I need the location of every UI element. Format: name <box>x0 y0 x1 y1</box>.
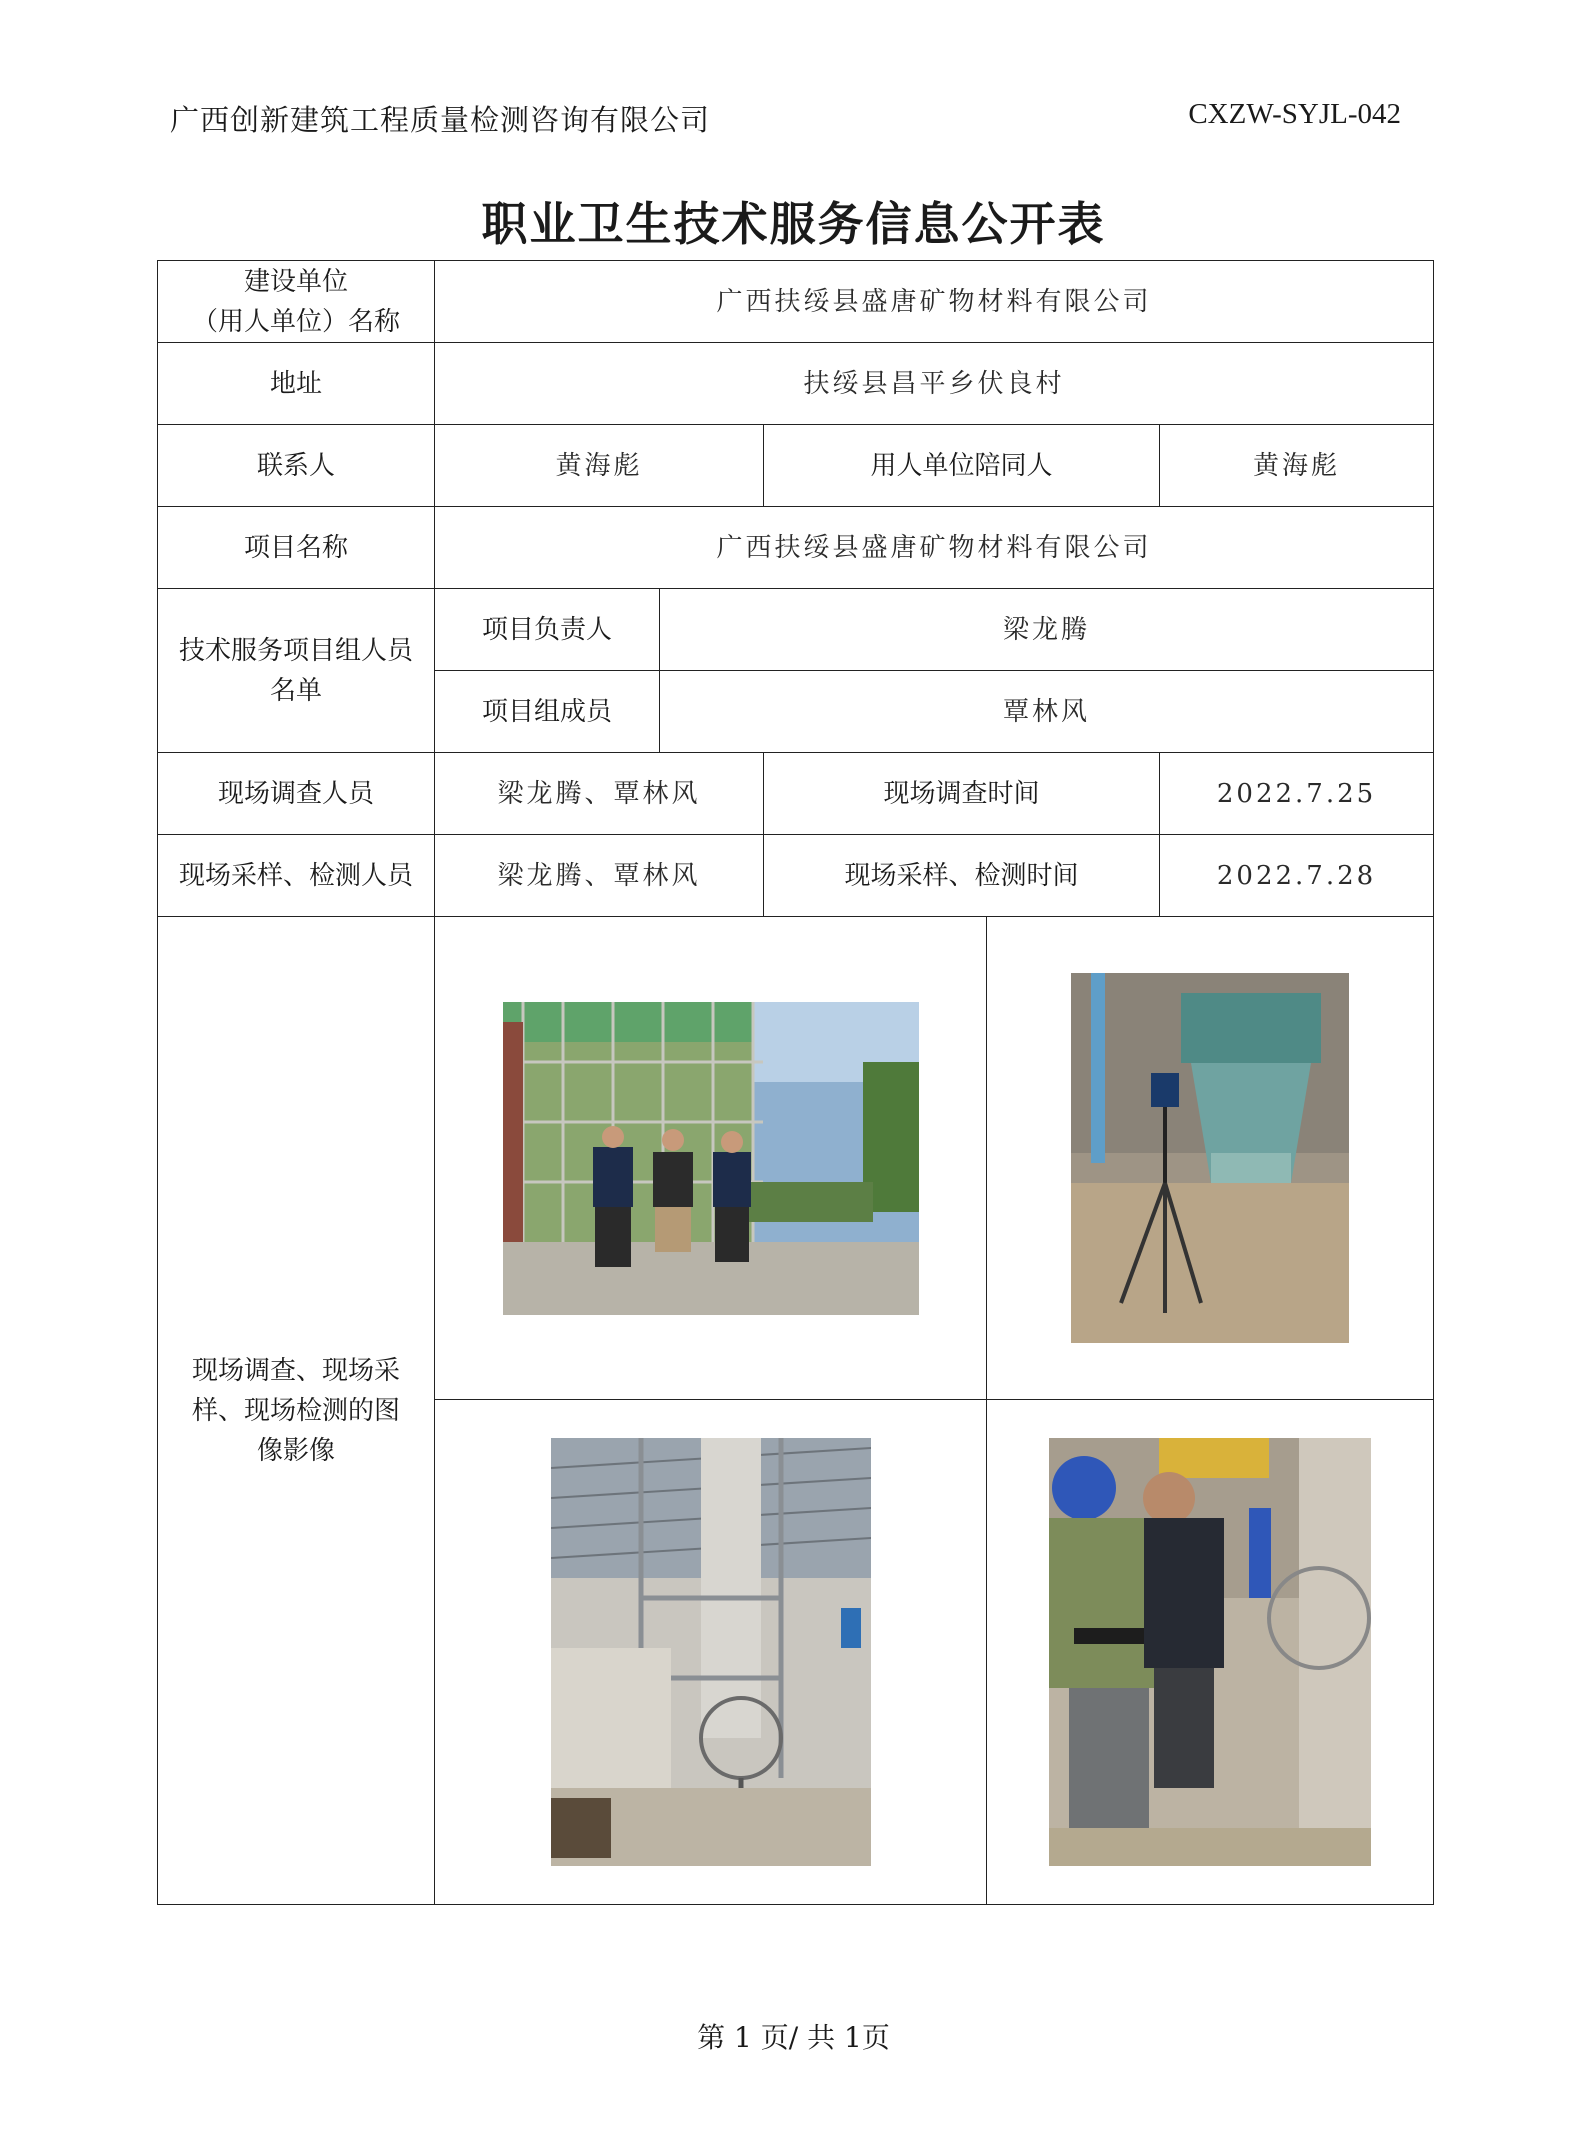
table-row <box>158 425 1434 507</box>
address-value: 扶绥县昌平乡伏良村 <box>435 343 1434 425</box>
unit-value: 广西扶绥县盛唐矿物材料有限公司 <box>435 261 1434 343</box>
address-label: 地址 <box>158 343 435 425</box>
sampling-staff-value: 梁龙腾、覃林风 <box>435 835 764 917</box>
sampling-staff-label: 现场采样、检测人员 <box>158 835 435 917</box>
photo-cell-team <box>435 917 987 1400</box>
unit-label-line1: 建设单位 <box>243 266 348 297</box>
table-row <box>158 589 1434 671</box>
escort-value: 黄海彪 <box>1160 425 1434 507</box>
photo-fitting-sampler-on-worker <box>1049 1438 1371 1866</box>
sampling-time-value: 2022.7.28 <box>1160 835 1434 917</box>
table-row <box>158 343 1434 425</box>
photo-team-at-building <box>503 1002 919 1315</box>
survey-time-label: 现场调查时间 <box>764 753 1160 835</box>
table-row <box>158 835 1434 917</box>
unit-label-line2: （用人单位）名称 <box>191 306 400 337</box>
member-value: 覃林风 <box>660 671 1434 753</box>
project-value: 广西扶绥县盛唐矿物材料有限公司 <box>435 507 1434 589</box>
survey-staff-value: 梁龙腾、覃林风 <box>435 753 764 835</box>
photo-cell-workshop <box>435 1400 987 1905</box>
photo-cell-sampler <box>987 917 1434 1400</box>
page-title: 职业卫生技术服务信息公开表 <box>481 197 1106 251</box>
page-footer: 第 1 页/ 共 1页 <box>697 2021 890 2054</box>
company-name: 广西创新建筑工程质量检测咨询有限公司 <box>170 103 711 137</box>
team-label: 技术服务项目组人员名单 <box>158 589 435 753</box>
images-label: 现场调查、现场采样、现场检测的图像影像 <box>158 917 435 1905</box>
table-row <box>158 753 1434 835</box>
contact-label: 联系人 <box>158 425 435 507</box>
member-label: 项目组成员 <box>435 671 660 753</box>
photo-sampler-near-mill <box>1071 973 1349 1343</box>
project-label: 项目名称 <box>158 507 435 589</box>
escort-label: 用人单位陪同人 <box>764 425 1160 507</box>
survey-staff-label: 现场调查人员 <box>158 753 435 835</box>
leader-value: 梁龙腾 <box>660 589 1434 671</box>
photo-workshop-structure <box>551 1438 871 1866</box>
photo-cell-fitting <box>987 1400 1434 1905</box>
contact-value: 黄海彪 <box>435 425 764 507</box>
info-table <box>157 260 1434 1905</box>
table-row <box>158 507 1434 589</box>
table-row <box>158 261 1434 343</box>
document-code: CXZW-SYJL-042 <box>1188 98 1401 130</box>
unit-label <box>158 261 435 343</box>
leader-label: 项目负责人 <box>435 589 660 671</box>
survey-time-value: 2022.7.25 <box>1160 753 1434 835</box>
table-row <box>158 917 1434 1400</box>
sampling-time-label: 现场采样、检测时间 <box>764 835 1160 917</box>
